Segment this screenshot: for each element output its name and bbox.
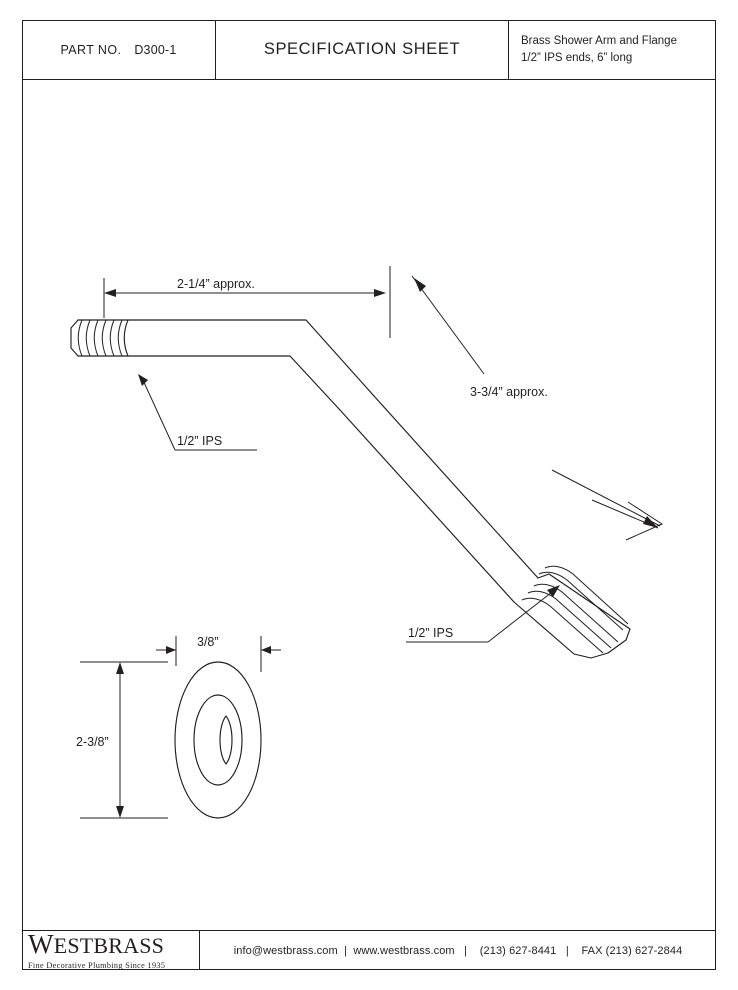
diagonal-dimension — [412, 276, 662, 540]
contact-fax: FAX (213) 627-2844 — [581, 944, 683, 957]
contact-info — [200, 945, 716, 957]
leader-line-lower — [488, 589, 556, 642]
thread-crest-6 — [118, 320, 122, 356]
diagonal-dim-label: 3-3/4” approx. — [470, 385, 548, 399]
thread-shoulder — [124, 320, 128, 356]
contact-separator-2: | — [454, 944, 480, 957]
flange-outer-profile — [175, 662, 261, 818]
company-logo — [22, 931, 200, 970]
diag-dim-line-upper — [412, 276, 484, 374]
contact-email: info@westbrass.com — [233, 944, 338, 957]
leader-line-upper — [142, 378, 175, 450]
contact-website: www.westbrass.com — [353, 944, 455, 957]
thread-crest-1 — [78, 320, 82, 356]
upper-thread-detail — [71, 320, 128, 356]
description-line-2: 1/2” IPS ends, 6” long — [521, 51, 633, 64]
part-number-value: D300-1 — [134, 42, 177, 57]
arm-bottom-outline — [78, 356, 340, 410]
thread-crest-3 — [94, 320, 98, 356]
part-number-label: PART NO. — [60, 42, 122, 57]
arrowhead-right — [374, 289, 386, 297]
description-line-1: Brass Shower Arm and Flange — [521, 34, 677, 47]
product-description — [509, 20, 716, 79]
dia-arrow-top — [116, 662, 124, 674]
brand-tagline: Fine Decorative Plumbing Since 1935 — [28, 961, 166, 970]
thk-arrow-left — [166, 646, 176, 654]
contact-separator-1: | — [337, 944, 354, 957]
diag-tail — [626, 502, 662, 540]
part-number-cell — [22, 20, 216, 79]
lower-ips-leader — [406, 585, 560, 642]
contact-phone: (213) 627-8441 — [479, 944, 557, 957]
brand-name-initial: W — [28, 929, 54, 959]
contact-separator-3: | — [556, 944, 582, 957]
arrowhead-diag-upper — [414, 278, 426, 292]
sheet-title: SPECIFICATION SHEET — [216, 20, 509, 79]
lower-thread-outer — [514, 602, 626, 658]
flange-drawing — [76, 635, 281, 818]
upper-ips-leader — [138, 374, 257, 450]
brand-name-rest: ESTBRASS — [53, 933, 165, 958]
arm-top-outline — [78, 320, 374, 396]
thk-arrow-right — [261, 646, 271, 654]
shower-arm-drawing — [71, 266, 662, 658]
leader-arrow-upper — [138, 374, 148, 386]
arm-diagonal-inner — [340, 410, 514, 602]
horizontal-dimension — [104, 266, 390, 338]
footer — [22, 930, 716, 970]
arrowhead-left — [104, 289, 116, 297]
title-block — [22, 20, 716, 80]
technical-drawing — [22, 80, 716, 930]
lower-thread-detail — [514, 566, 630, 658]
lower-ips-label: 1/2” IPS — [408, 626, 454, 640]
arm-diagonal-outer — [374, 396, 538, 578]
lower-thread-crest-2 — [528, 591, 611, 648]
thread-end-cap — [71, 320, 78, 356]
flange-thickness-label: 3/8” — [197, 635, 219, 649]
flange-diameter-dimension — [76, 662, 168, 818]
dia-arrow-bottom — [116, 806, 124, 818]
flange-slot — [220, 716, 232, 764]
thread-crest-4 — [102, 320, 106, 356]
flange-diameter-label: 2-3/8” — [76, 735, 109, 749]
brand-name — [28, 931, 199, 958]
flange-thickness-dimension — [156, 635, 281, 672]
thread-crest-2 — [86, 320, 90, 356]
horizontal-dim-label: 2-1/4” approx. — [177, 277, 255, 291]
upper-ips-label: 1/2” IPS — [177, 434, 223, 448]
diag-dim-line-lower — [552, 470, 660, 526]
flange-inner-bore — [194, 695, 242, 785]
thread-crest-5 — [110, 320, 114, 356]
